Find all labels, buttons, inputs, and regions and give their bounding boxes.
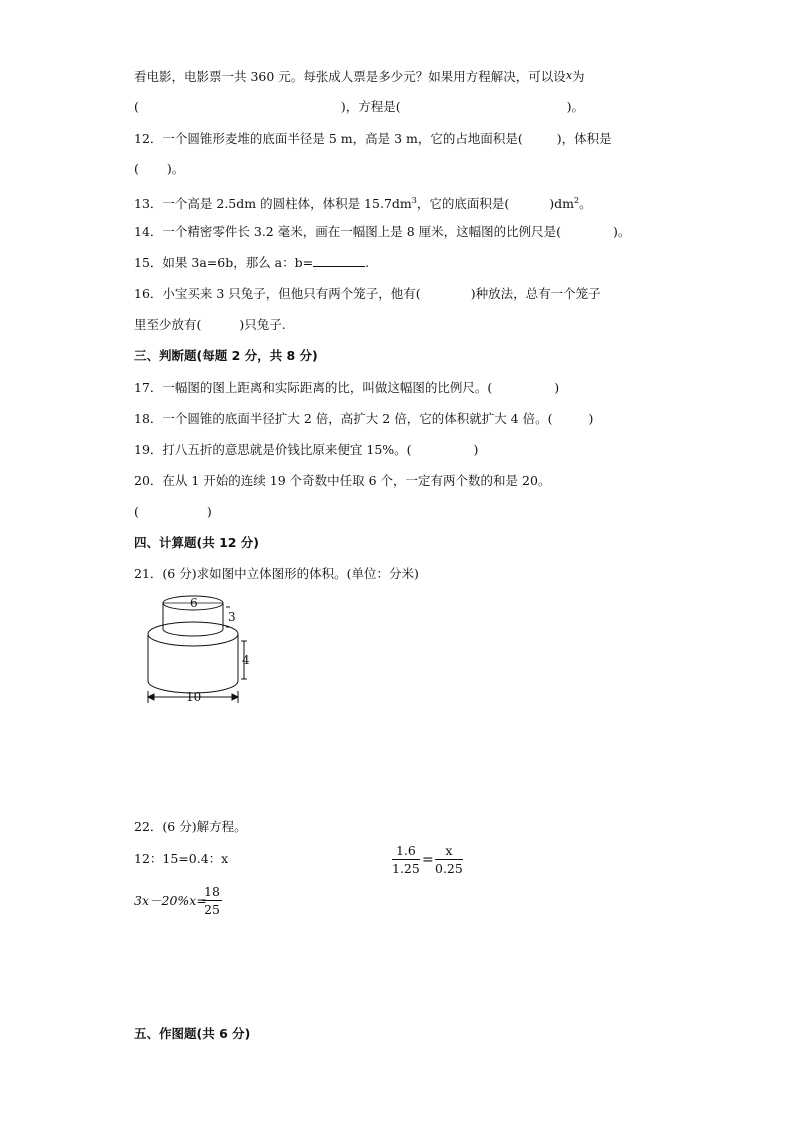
equation-2-equals: = (422, 852, 434, 868)
top-diameter-label: 6 (190, 596, 198, 610)
section-4-heading: 四、计算题(共 12 分) (134, 535, 260, 550)
question-11-continued: 看电影，电影票一共 360 元。每张成人票是多少元？如果用方程解决，可以设x为 (134, 69, 585, 84)
question-15: 15．如果 3a=6b，那么 a：b= . (134, 255, 370, 270)
question-17: 17．一幅图的图上距离和实际距离的比，叫做这幅图的比例尺。( ) (134, 380, 560, 395)
question-16: 16．小宝买来 3 只兔子，但他只有两个笼子，他有( )种放法，总有一个笼子 (134, 286, 601, 301)
question-13: 13．一个高是 2.5dm 的圆柱体，体积是 $15.7dm^3$，它的底面积是( )$dm^2$。 (134, 196, 592, 212)
section-3-heading: 三、判断题(每题 2 分，共 8 分) (134, 348, 318, 363)
question-18: 18．一个圆锥的底面半径扩大 2 倍，高扩大 2 倍，它的体积就扩大 4 倍。( ) (134, 411, 594, 426)
question-22: 22．(6 分)解方程。 (134, 819, 247, 834)
stacked-cylinders-figure (140, 593, 280, 713)
equation-2-right-fraction: $\frac{x}{0.25}$ (435, 843, 463, 876)
section-5-heading: 五、作图题(共 6 分) (134, 1026, 251, 1041)
question-21: 21．(6 分)求如图中立体图形的体积。(单位：分米) (134, 566, 419, 581)
bottom-diameter-label: 10 (186, 690, 202, 704)
question-12-blank: ( )。 (134, 161, 185, 176)
top-height-label: 3 (228, 610, 236, 624)
question-20-blank: ( ) (134, 504, 212, 519)
bottom-height-label: 4 (242, 653, 250, 667)
question-20: 20．在从 1 开始的连续 19 个奇数中任取 6 个，一定有两个数的和是 20。 (134, 473, 551, 488)
question-14: 14．一个精密零件长 3.2 毫米，画在一幅图上是 8 厘米，这幅图的比例尺是( )。 (134, 224, 631, 239)
equation-3-left: 3x－20%x= (134, 893, 207, 908)
question-12: 12．一个圆锥形麦堆的底面半径是 5 m，高是 3 m，它的占地面积是( )，体积是 (134, 131, 612, 146)
question-16-cont: 里至少放有( )只兔子. (134, 317, 286, 332)
equation-3-fraction: $\frac{18}{25}$ (204, 884, 220, 917)
answer-underline[interactable] (313, 255, 365, 267)
equation-2-left-fraction: $\frac{1.6}{1.25}$ (392, 843, 420, 876)
equation-1: 12：15=0.4：x (134, 851, 229, 866)
question-11-blanks: ( )，方程是( )。 (134, 99, 585, 114)
question-19: 19．打八五折的意思就是价钱比原来便宜 15%。( ) (134, 442, 479, 457)
